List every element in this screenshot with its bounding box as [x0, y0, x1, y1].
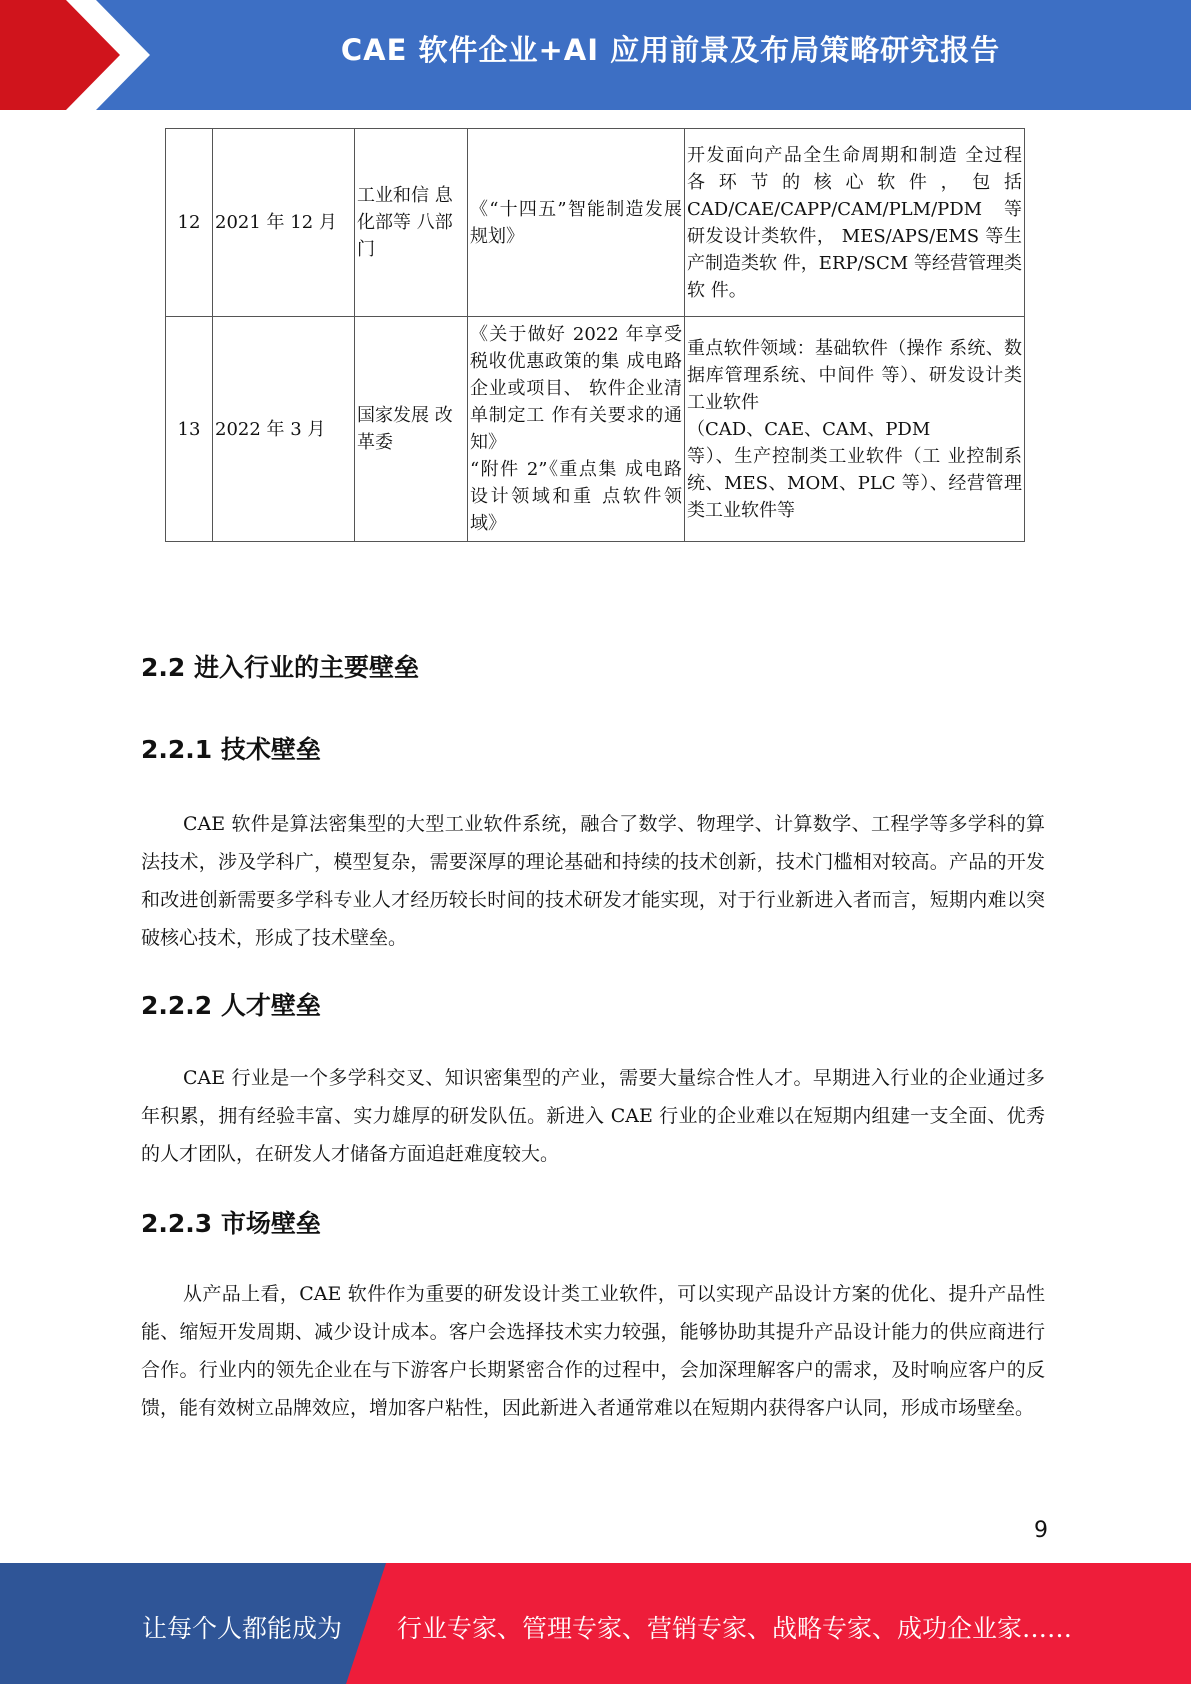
footer-banner	[0, 1563, 1191, 1684]
paragraph-talent-barrier: CAE 行业是一个多学科交叉、知识密集型的产业，需要大量综合性人才。早期进入行业的企业通过多年积累，拥有经验丰富、实力雄厚的研发队伍。新进入 CAE 行业的企业难以在短期内组建一支全面、优秀的人才团队，在研发人才储备方面追赶难度较大。	[141, 1067, 1045, 1165]
row-content: 开发面向产品全生命周期和制造 全过程 各 环 节 的 核 心 软 件 ， 包 括 CAD/CAE/CAPP/CAM/PLM/PDM 等研发设计类软件， MES/APS/EMS 等生产制造类软 件，ERP/SCM 等经营管理类软 件。	[685, 129, 1025, 317]
row-document	[468, 317, 685, 542]
row-number: 12	[166, 129, 213, 317]
row-date: 2021 年 12 月	[213, 129, 355, 317]
section-heading-2-2-1: 2.2.1 技术壁垒	[141, 735, 321, 764]
content-line: （CAD、CAE、CAM、PDM	[687, 418, 931, 440]
row-department: 国家发展 改革委	[355, 317, 468, 542]
row-number: 13	[166, 317, 213, 542]
report-title: CAE 软件企业+AI 应用前景及布局策略研究报告	[340, 33, 1001, 67]
section-heading-2-2: 2.2 进入行业的主要壁垒	[141, 653, 419, 682]
footer-slogan-left: 让每个人都能成为	[142, 1614, 343, 1643]
section-heading-2-2-2: 2.2.2 人才壁垒	[141, 991, 321, 1020]
row-date: 2022 年 3 月	[213, 317, 355, 542]
paragraph-market-barrier: 从产品上看，CAE 软件作为重要的研发设计类工业软件，可以实现产品设计方案的优化、提升产品性能、缩短开发周期、减少设计成本。客户会选择技术实力较强，能够协助其提升产品设计能力的供应商进行合作。行业内的领先企业在与下游客户长期紧密合作的过程中，会加深理解客户的需求，及时响应客户的反馈，能有效树立品牌效应，增加客户粘性，因此新进入者通常难以在短期内获得客户认同，形成市场壁垒。	[141, 1283, 1045, 1419]
section-heading-2-2-3: 2.2.3 市场壁垒	[141, 1209, 321, 1238]
header-red-chevron-decoration	[0, 0, 150, 110]
policy-table	[165, 128, 1025, 542]
document-line: “附件 2”《重点集 成电路设计领域和重 点软件领域》	[470, 459, 682, 534]
footer-slogan-right: 行业专家、管理专家、营销专家、战略专家、成功企业家……	[397, 1614, 1073, 1643]
table-row	[166, 129, 1025, 317]
content-line: 等）、生产控制类工业软件（工 业控制系统、MES、MOM、PLC 等）、经营管理类工业软件等	[687, 445, 1022, 521]
row-document: 《“十四五”智能制造发展规划》	[468, 129, 685, 317]
table-row	[166, 317, 1025, 542]
row-content	[685, 317, 1025, 542]
page-number: 9	[1034, 1518, 1048, 1543]
content-line: 重点软件领域：基础软件（操作 系统、数据库管理系统、中间件 等）、研发设计类工业软件	[687, 337, 1022, 413]
header-banner	[0, 0, 1191, 110]
document-line: 《关于做好 2022 年享受税收优惠政策的集 成电路企业或项目、 软件企业清单制定工 作有关要求的通知》	[470, 324, 682, 453]
row-department: 工业和信 息化部等 八部门	[355, 129, 468, 317]
paragraph-technical-barrier: CAE 软件是算法密集型的大型工业软件系统，融合了数学、物理学、计算数学、工程学等多学科的算法技术，涉及学科广，模型复杂，需要深厚的理论基础和持续的技术创新，技术门槛相对较高。产品的开发和改进创新需要多学科专业人才经历较长时间的技术研发才能实现，对于行业新进入者而言，短期内难以突破核心技术，形成了技术壁垒。	[141, 813, 1045, 949]
